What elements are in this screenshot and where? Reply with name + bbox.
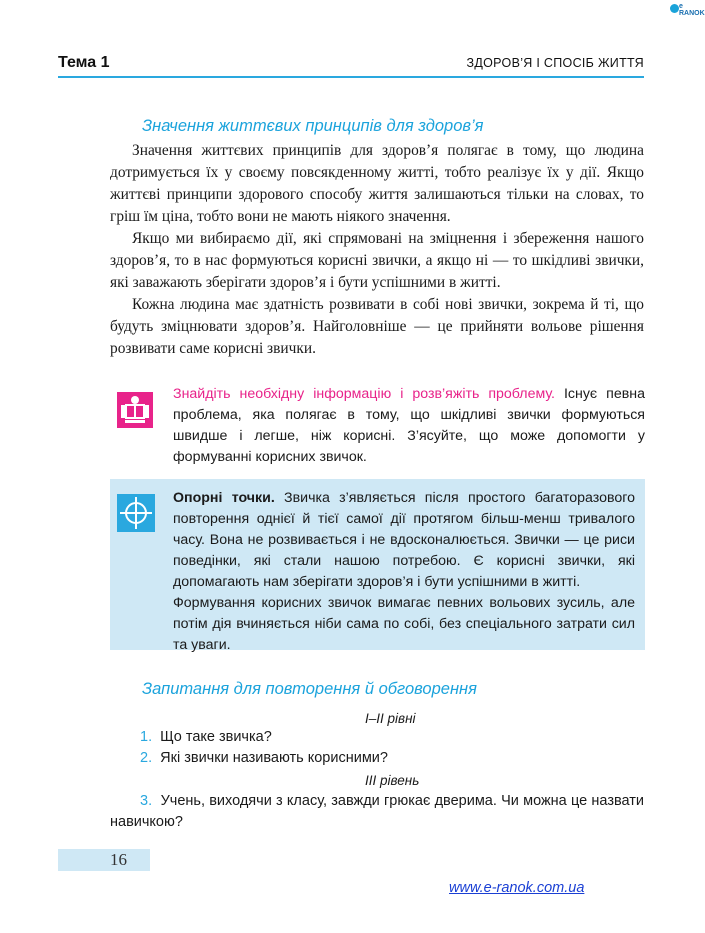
page-header bbox=[58, 54, 644, 78]
level-label-1-2: I–II рівні bbox=[365, 711, 416, 726]
level-label-3: III рівень bbox=[365, 773, 420, 788]
logo-circle-icon bbox=[670, 4, 679, 13]
topic-label: Тема 1 bbox=[58, 54, 110, 71]
paragraph: Значення життєвих принципів для здоров’я полягає в тому, що людина дотримується їх у своєму повсякденному житті, тобто реалізує їх у дії. Якщо життєві принципи здорового способу життя залишаються тільки на словах, то гріш їм ціна, тобто вони не мають ніякого значення. bbox=[110, 142, 644, 225]
keypoints-box bbox=[110, 479, 645, 653]
task-block bbox=[173, 384, 645, 468]
task-highlight: Знайдіть необхідну інформацію і розв’яжіть проблему. bbox=[173, 386, 555, 402]
header-divider bbox=[58, 76, 644, 78]
publisher-logo bbox=[670, 3, 705, 20]
paragraph: Кожна людина має здатність розвивати в собі нові звички, зокрема й ті, що будуть зміцнювати здоров’я. Найголовніше — це прийняти вольове рішення розвивати саме корисні звички. bbox=[110, 296, 644, 357]
keypoints-text-2: Формування корисних звичок вимагає певних вольових зусиль, але потім дія вчиняється ніби сама по собі, без спеціального затрати сил та уваги. bbox=[173, 595, 635, 653]
question-number: 1. bbox=[140, 729, 153, 745]
question-text: Що таке звичка? bbox=[160, 729, 272, 745]
question-number: 3. bbox=[140, 793, 153, 809]
question-text: Учень, виходячи з класу, завжди грюкає дверима. Чи можна це назвати навичкою? bbox=[110, 793, 644, 830]
section-title: ЗДОРОВ’Я І СПОСІБ ЖИТТЯ bbox=[466, 56, 644, 70]
keypoints-text-1: Звичка з’являється після простого багаторазового повторення однієї й тієї самої дії протягом більш-менш тривалого часу. Вона не розвивається і не вдосконалюється. Звички — це риси поведінки, які стали нашою потребою. Є корисні звички, які допомагають нам зберігати здоров’я і бути успішними в житті. bbox=[173, 490, 635, 590]
website-link[interactable]: www.e-ranok.com.ua bbox=[449, 880, 585, 896]
question-item bbox=[140, 748, 388, 769]
main-text bbox=[110, 140, 644, 360]
question-text: Які звички називають корисними? bbox=[160, 750, 388, 766]
keypoints-title: Опорні точки. bbox=[173, 490, 275, 506]
page-number-bar bbox=[58, 849, 150, 871]
question-item bbox=[140, 727, 272, 748]
paragraph: Якщо ми вибираємо дії, які спрямовані на зміцнення і збереження нашого здоров’я, то в нас формуються корисні звички, а якщо ні — то шкідливі звички, які заважають зберігати здоров’я і бути успішними в житті. bbox=[110, 230, 644, 291]
keypoints-text bbox=[173, 488, 635, 656]
subheading-principles: Значення життєвих принципів для здоров’я bbox=[142, 117, 484, 135]
question-item bbox=[110, 791, 644, 833]
subheading-questions: Запитання для повторення й обговорення bbox=[142, 680, 477, 698]
logo-text: e RANOK bbox=[679, 3, 705, 17]
reader-book-icon bbox=[117, 392, 153, 428]
task-text: Існує певна проблема, яка полягає в тому, що шкідливі звички формуються швидше і легше, ніж корисні. З’ясуйте, що може допомогти у формуванні корисних звичок. bbox=[173, 386, 645, 465]
page-number: 16 bbox=[110, 850, 127, 869]
question-number: 2. bbox=[140, 750, 153, 766]
crosshair-target-icon bbox=[117, 494, 155, 532]
